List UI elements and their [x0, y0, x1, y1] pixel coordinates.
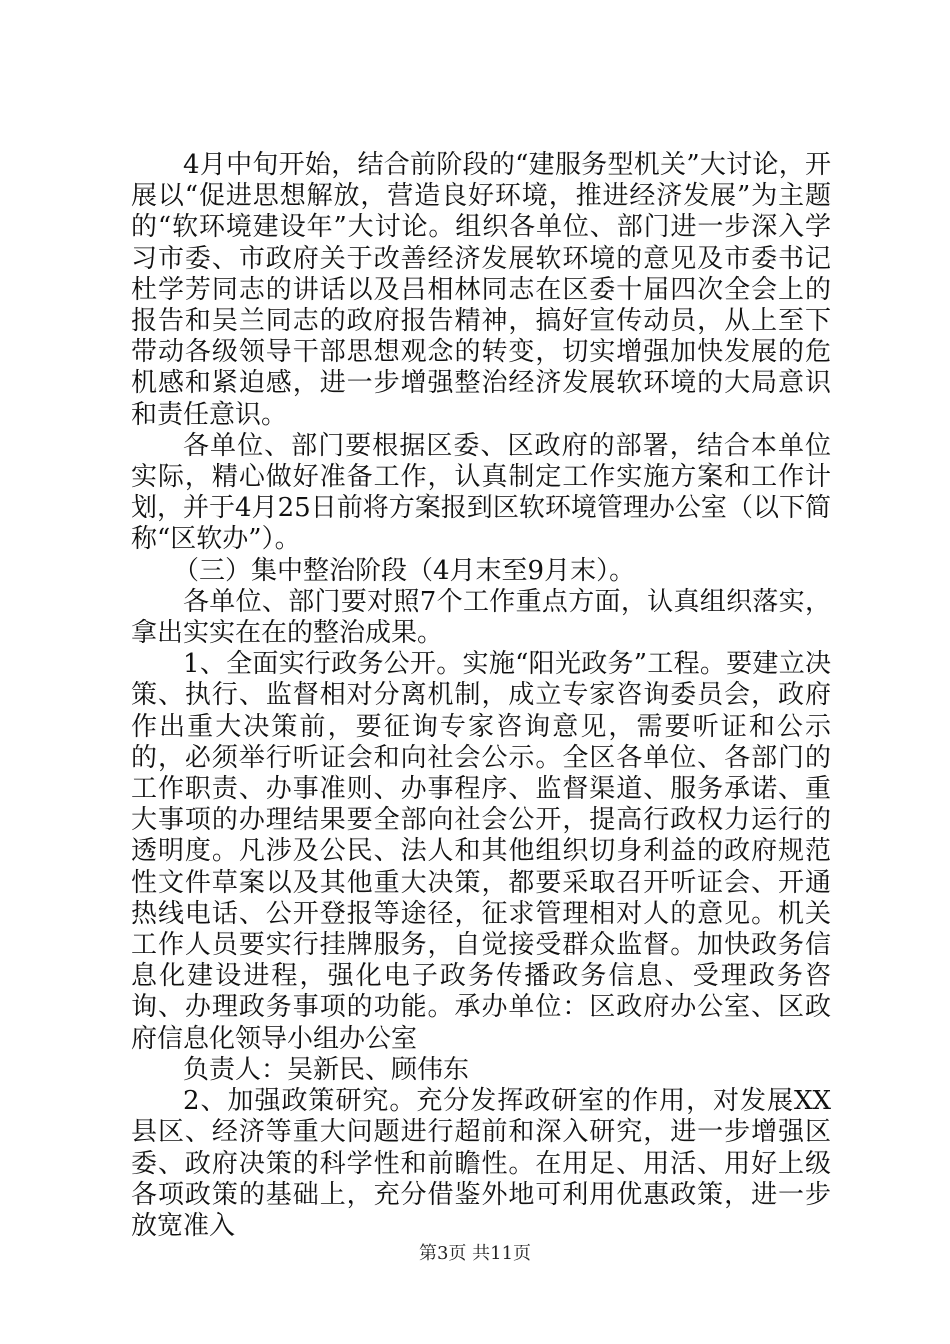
paragraph-preparation: 各单位、部门要根据区委、区政府的部署，结合本单位实际，精心做好准备工作，认真制定工作实施方案和工作计划，并于4月25日前将方案报到区软环境管理办公室（以下简称“区软办”）。	[131, 430, 831, 555]
document-body	[131, 150, 831, 1242]
paragraph-item-2-policy-research: 2、加强政策研究。充分发挥政研室的作用，对发展XX县区、经济等重大问题进行超前和深入研究，进一步增强区委、政府决策的科学性和前瞻性。在用足、用活、用好上级各项政策的基础上，充分借鉴外地可利用优惠政策，进一步放宽准入	[131, 1086, 831, 1241]
paragraph-study-campaign: 4月中旬开始，结合前阶段的“建服务型机关”大讨论，开展以“促进思想解放，营造良好环境，推进经济发展”为主题的“软环境建设年”大讨论。组织各单位、部门进一步深入学习市委、市政府关于改善经济发展软环境的意见及市委书记杜学芳同志的讲话以及吕相林同志在区委十届四次全会上的报告和吴兰同志的政府报告精神，搞好宣传动员，从上至下带动各级领导干部思想观念的转变，切实增强加快发展的危机感和紧迫感，进一步增强整治经济发展软环境的大局意识和责任意识。	[131, 150, 831, 430]
section-heading-rectification-stage: （三）集中整治阶段（4月末至9月末）。	[173, 555, 636, 586]
paragraph-item-1-government-openness: 1、全面实行政务公开。实施“阳光政务”工程。要建立决策、执行、监督相对分离机制，成立专家咨询委员会，政府作出重大决策前，要征询专家咨询意见，需要听证和公示的，必须举行听证会和向社会公示。全区各单位、各部门的工作职责、办事准则、办事程序、监督渠道、服务承诺、重大事项的办理结果要全部向社会公开，提高行政权力运行的透明度。凡涉及公民、法人和其他组织切身利益的政府规范性文件草案以及其他重大决策，都要采取召开听证会、开通热线电话、公开登报等途径，征求管理相对人的意见。机关工作人员要实行挂牌服务，自觉接受群众监督。加快政务信息化建设进程，强化电子政务传播政务信息、受理政务咨询、办理政务事项的功能。承办单位：区政府办公室、区政府信息化领导小组办公室	[131, 649, 831, 1054]
page-number-footer: 第3页 共11页	[418, 1243, 532, 1264]
paragraph-rectification-intro: 各单位、部门要对照7个工作重点方面，认真组织落实，拿出实实在在的整治成果。	[131, 586, 831, 649]
paragraph-responsible-persons: 负责人：吴新民、顾伟东	[183, 1054, 470, 1085]
